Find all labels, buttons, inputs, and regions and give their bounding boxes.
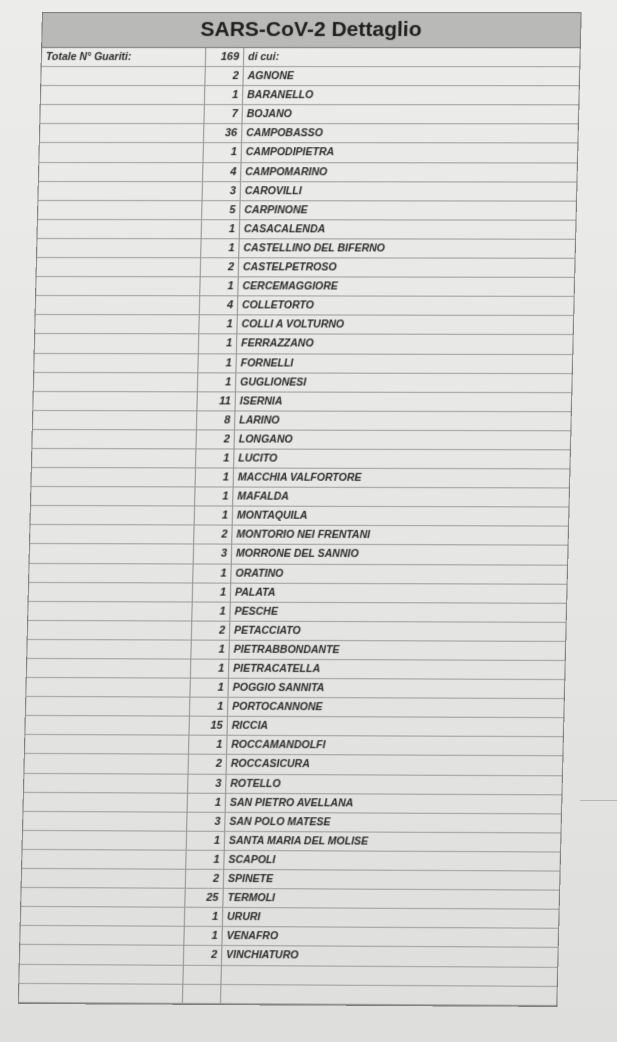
row-count: 2 xyxy=(205,67,244,85)
row-count: 3 xyxy=(188,774,227,792)
table-row xyxy=(24,754,562,775)
row-count: 4 xyxy=(203,163,242,181)
row-municipality: ISERNIA xyxy=(239,395,283,408)
row-blank-cell xyxy=(35,315,200,333)
row-blank-cell xyxy=(19,964,184,983)
table-row xyxy=(27,640,565,661)
row-count: 3 xyxy=(203,182,242,200)
row-blank-cell xyxy=(23,793,188,812)
row-count: 1 xyxy=(186,851,225,869)
table-row xyxy=(28,621,566,642)
row-blank-cell xyxy=(40,105,205,123)
row-blank-cell xyxy=(29,583,194,602)
table-row xyxy=(39,143,577,163)
row-municipality: PIETRACATELLA xyxy=(233,662,321,676)
table-row xyxy=(32,430,570,450)
row-blank-cell xyxy=(34,353,199,371)
row-municipality: MONTORIO NEI FRENTANI xyxy=(236,528,371,542)
row-municipality: PETACCIATO xyxy=(233,624,301,637)
total-label: Totale N° Guariti: xyxy=(42,48,207,66)
row-count: 1 xyxy=(203,144,242,162)
row-municipality: URURI xyxy=(226,911,261,924)
row-count: 3 xyxy=(194,545,233,563)
row-blank-cell xyxy=(22,869,187,888)
table-row xyxy=(38,182,576,202)
row-count: 1 xyxy=(189,736,228,754)
row-municipality: SCAPOLI xyxy=(228,853,276,867)
row-blank-cell xyxy=(34,373,199,391)
row-municipality: FORNELLI xyxy=(240,356,294,370)
row-count: 2 xyxy=(186,870,225,888)
row-blank-cell xyxy=(41,86,206,104)
row-blank-cell xyxy=(22,850,187,869)
row-blank-cell xyxy=(30,544,195,563)
row-blank-cell xyxy=(28,602,193,621)
table-row xyxy=(40,105,578,124)
table-row xyxy=(31,468,569,489)
table-row xyxy=(29,583,567,604)
row-blank-cell xyxy=(40,124,205,142)
row-count: 15 xyxy=(189,717,228,735)
row-count xyxy=(183,984,222,1002)
row-blank-cell xyxy=(30,506,195,525)
row-blank-cell xyxy=(25,735,190,754)
row-blank-cell xyxy=(33,392,198,410)
row-municipality: COLLI A VOLTURNO xyxy=(241,318,345,331)
table-row xyxy=(36,277,574,297)
row-count: 1 xyxy=(198,354,237,372)
row-blank-cell xyxy=(38,182,203,200)
row-municipality: PALATA xyxy=(234,586,276,599)
row-municipality: BOJANO xyxy=(246,108,292,121)
table-row xyxy=(40,124,578,144)
row-count: 8 xyxy=(197,411,236,429)
row-blank-cell xyxy=(20,945,185,964)
table-row xyxy=(23,831,561,853)
row-blank-cell xyxy=(26,678,191,697)
row-municipality: FERRAZZANO xyxy=(240,337,314,350)
table-row xyxy=(23,793,561,815)
header-row xyxy=(42,48,580,67)
row-count: 1 xyxy=(193,564,232,582)
table-title: SARS-CoV-2 Dettaglio xyxy=(42,13,581,48)
table-row xyxy=(34,353,572,373)
row-count: 11 xyxy=(197,392,236,410)
row-count: 1 xyxy=(201,239,240,257)
row-municipality: ROTELLO xyxy=(230,777,281,790)
table-row xyxy=(19,983,557,1005)
row-count: 1 xyxy=(202,220,241,238)
row-blank-cell xyxy=(21,907,186,926)
row-blank-cell xyxy=(35,334,200,352)
row-blank-cell xyxy=(27,640,192,659)
row-municipality: POGGIO SANNITA xyxy=(232,681,325,695)
row-count: 1 xyxy=(200,277,239,295)
row-count: 1 xyxy=(192,602,231,620)
row-municipality: VENAFRO xyxy=(226,930,279,943)
row-count: 2 xyxy=(201,258,240,276)
row-blank-cell xyxy=(31,487,196,506)
row-count: 36 xyxy=(204,124,243,142)
row-municipality xyxy=(221,965,557,985)
row-blank-cell xyxy=(41,67,206,85)
row-count: 1 xyxy=(190,679,229,697)
table-row xyxy=(37,220,575,240)
table-row xyxy=(35,334,573,354)
detail-table xyxy=(18,12,582,1007)
table-row xyxy=(31,487,569,508)
table-row xyxy=(25,735,563,756)
row-municipality: LONGANO xyxy=(238,433,293,446)
row-blank-cell xyxy=(25,716,190,735)
table-row xyxy=(27,659,565,680)
row-count: 4 xyxy=(200,296,239,314)
row-municipality: BARANELLO xyxy=(247,89,314,102)
row-blank-cell xyxy=(24,773,189,792)
row-blank-cell xyxy=(37,258,202,276)
row-blank-cell xyxy=(28,621,193,640)
row-blank-cell xyxy=(32,449,197,468)
row-count: 1 xyxy=(191,640,230,658)
row-count: 1 xyxy=(185,908,224,926)
row-count: 1 xyxy=(196,449,235,467)
row-blank-cell xyxy=(37,239,202,257)
table-row xyxy=(24,773,562,795)
row-count: 2 xyxy=(196,430,235,448)
row-blank-cell xyxy=(27,659,192,678)
row-municipality: PIETRABBONDANTE xyxy=(233,643,340,657)
row-count: 1 xyxy=(199,316,238,334)
row-municipality: PESCHE xyxy=(234,605,279,618)
row-municipality: CARPINONE xyxy=(244,203,308,217)
table-row xyxy=(29,563,567,584)
row-municipality: VINCHIATURO xyxy=(226,949,299,962)
row-municipality: MORRONE DEL SANNIO xyxy=(235,548,359,561)
row-municipality: CASTELLINO DEL BIFERNO xyxy=(243,242,386,255)
row-municipality: CAROVILLI xyxy=(244,184,302,197)
row-blank-cell xyxy=(23,831,188,850)
row-municipality: CAMPOMARINO xyxy=(245,165,328,178)
table-row xyxy=(37,239,575,259)
row-blank-cell xyxy=(33,411,198,429)
row-count: 1 xyxy=(193,583,232,601)
table-row xyxy=(34,373,572,393)
row-blank-cell xyxy=(32,430,197,449)
row-municipality: SAN POLO MATESE xyxy=(229,815,331,829)
row-blank-cell xyxy=(36,277,201,295)
row-count: 1 xyxy=(191,660,230,678)
table-row xyxy=(25,716,563,737)
row-municipality: CAMPODIPIETRA xyxy=(245,146,335,159)
table-row xyxy=(30,544,568,565)
row-municipality: ROCCAMANDOLFI xyxy=(231,739,326,752)
row-blank-cell xyxy=(24,754,189,773)
row-municipality: AGNONE xyxy=(247,70,295,83)
row-count: 1 xyxy=(187,832,226,850)
table-row xyxy=(41,67,579,86)
row-blank-cell xyxy=(29,563,194,582)
row-count: 2 xyxy=(184,946,223,964)
row-blank-cell xyxy=(26,697,191,716)
table-row xyxy=(36,296,574,316)
row-count: 2 xyxy=(189,755,228,773)
municipality-rows xyxy=(19,67,580,1006)
table-row xyxy=(38,201,576,221)
row-count: 1 xyxy=(195,507,234,525)
total-note: di cui: xyxy=(247,51,280,64)
row-municipality: RICCIA xyxy=(231,720,269,733)
row-blank-cell xyxy=(37,220,202,238)
row-count: 1 xyxy=(196,468,235,486)
row-municipality: SPINETE xyxy=(227,872,274,886)
row-count: 7 xyxy=(204,105,243,123)
row-blank-cell xyxy=(30,525,195,544)
row-municipality: SAN PIETRO AVELLANA xyxy=(229,796,354,810)
row-municipality: CASTELPETROSO xyxy=(242,261,337,274)
table-row xyxy=(35,315,573,335)
row-municipality: CAMPOBASSO xyxy=(246,127,324,140)
row-count: 3 xyxy=(187,812,226,830)
total-value: 169 xyxy=(206,48,245,66)
row-count: 2 xyxy=(194,526,233,544)
row-municipality: ROCCASICURA xyxy=(230,758,310,771)
row-count: 1 xyxy=(199,335,238,353)
table-row xyxy=(26,697,564,718)
table-row xyxy=(41,86,579,105)
row-count: 1 xyxy=(205,86,244,104)
table-row xyxy=(30,525,568,546)
row-blank-cell xyxy=(20,926,185,945)
row-count: 5 xyxy=(202,201,241,219)
row-blank-cell xyxy=(36,296,201,314)
table-row xyxy=(33,392,571,412)
stray-line xyxy=(580,800,617,801)
row-municipality: SANTA MARIA DEL MOLISE xyxy=(228,834,369,848)
row-blank-cell xyxy=(19,983,184,1002)
row-municipality: CASACALENDA xyxy=(243,223,326,236)
row-blank-cell xyxy=(39,163,204,181)
row-count: 1 xyxy=(195,488,234,506)
row-count: 1 xyxy=(198,373,237,391)
table-row xyxy=(37,258,575,278)
row-municipality: LUCITO xyxy=(238,452,278,465)
row-count: 2 xyxy=(192,621,231,639)
table-row xyxy=(33,411,571,431)
table-row xyxy=(23,812,561,834)
row-municipality: GUGLIONESI xyxy=(240,376,307,389)
row-municipality xyxy=(221,985,557,1005)
row-count xyxy=(183,965,222,983)
row-municipality: LARINO xyxy=(239,414,280,427)
row-blank-cell xyxy=(38,201,203,219)
table-row xyxy=(39,163,577,183)
row-count: 1 xyxy=(188,793,227,811)
row-municipality: MACCHIA VALFORTORE xyxy=(237,471,362,484)
row-count: 1 xyxy=(184,927,223,945)
row-municipality: MONTAQUILA xyxy=(236,509,308,523)
table-row xyxy=(26,678,564,699)
row-blank-cell xyxy=(21,888,186,907)
row-count: 1 xyxy=(190,698,229,716)
row-blank-cell xyxy=(31,468,196,487)
row-municipality: PORTOCANNONE xyxy=(232,700,323,714)
table-row xyxy=(28,602,566,623)
table-row xyxy=(30,506,568,527)
row-municipality: CERCEMAGGIORE xyxy=(242,280,339,293)
row-count: 25 xyxy=(185,889,224,907)
row-municipality: COLLETORTO xyxy=(241,299,315,312)
row-municipality: ORATINO xyxy=(235,567,284,580)
row-blank-cell xyxy=(39,143,204,161)
table-row xyxy=(32,449,570,470)
row-blank-cell xyxy=(23,812,188,831)
row-municipality: MAFALDA xyxy=(237,490,289,503)
row-municipality: TERMOLI xyxy=(227,892,276,905)
